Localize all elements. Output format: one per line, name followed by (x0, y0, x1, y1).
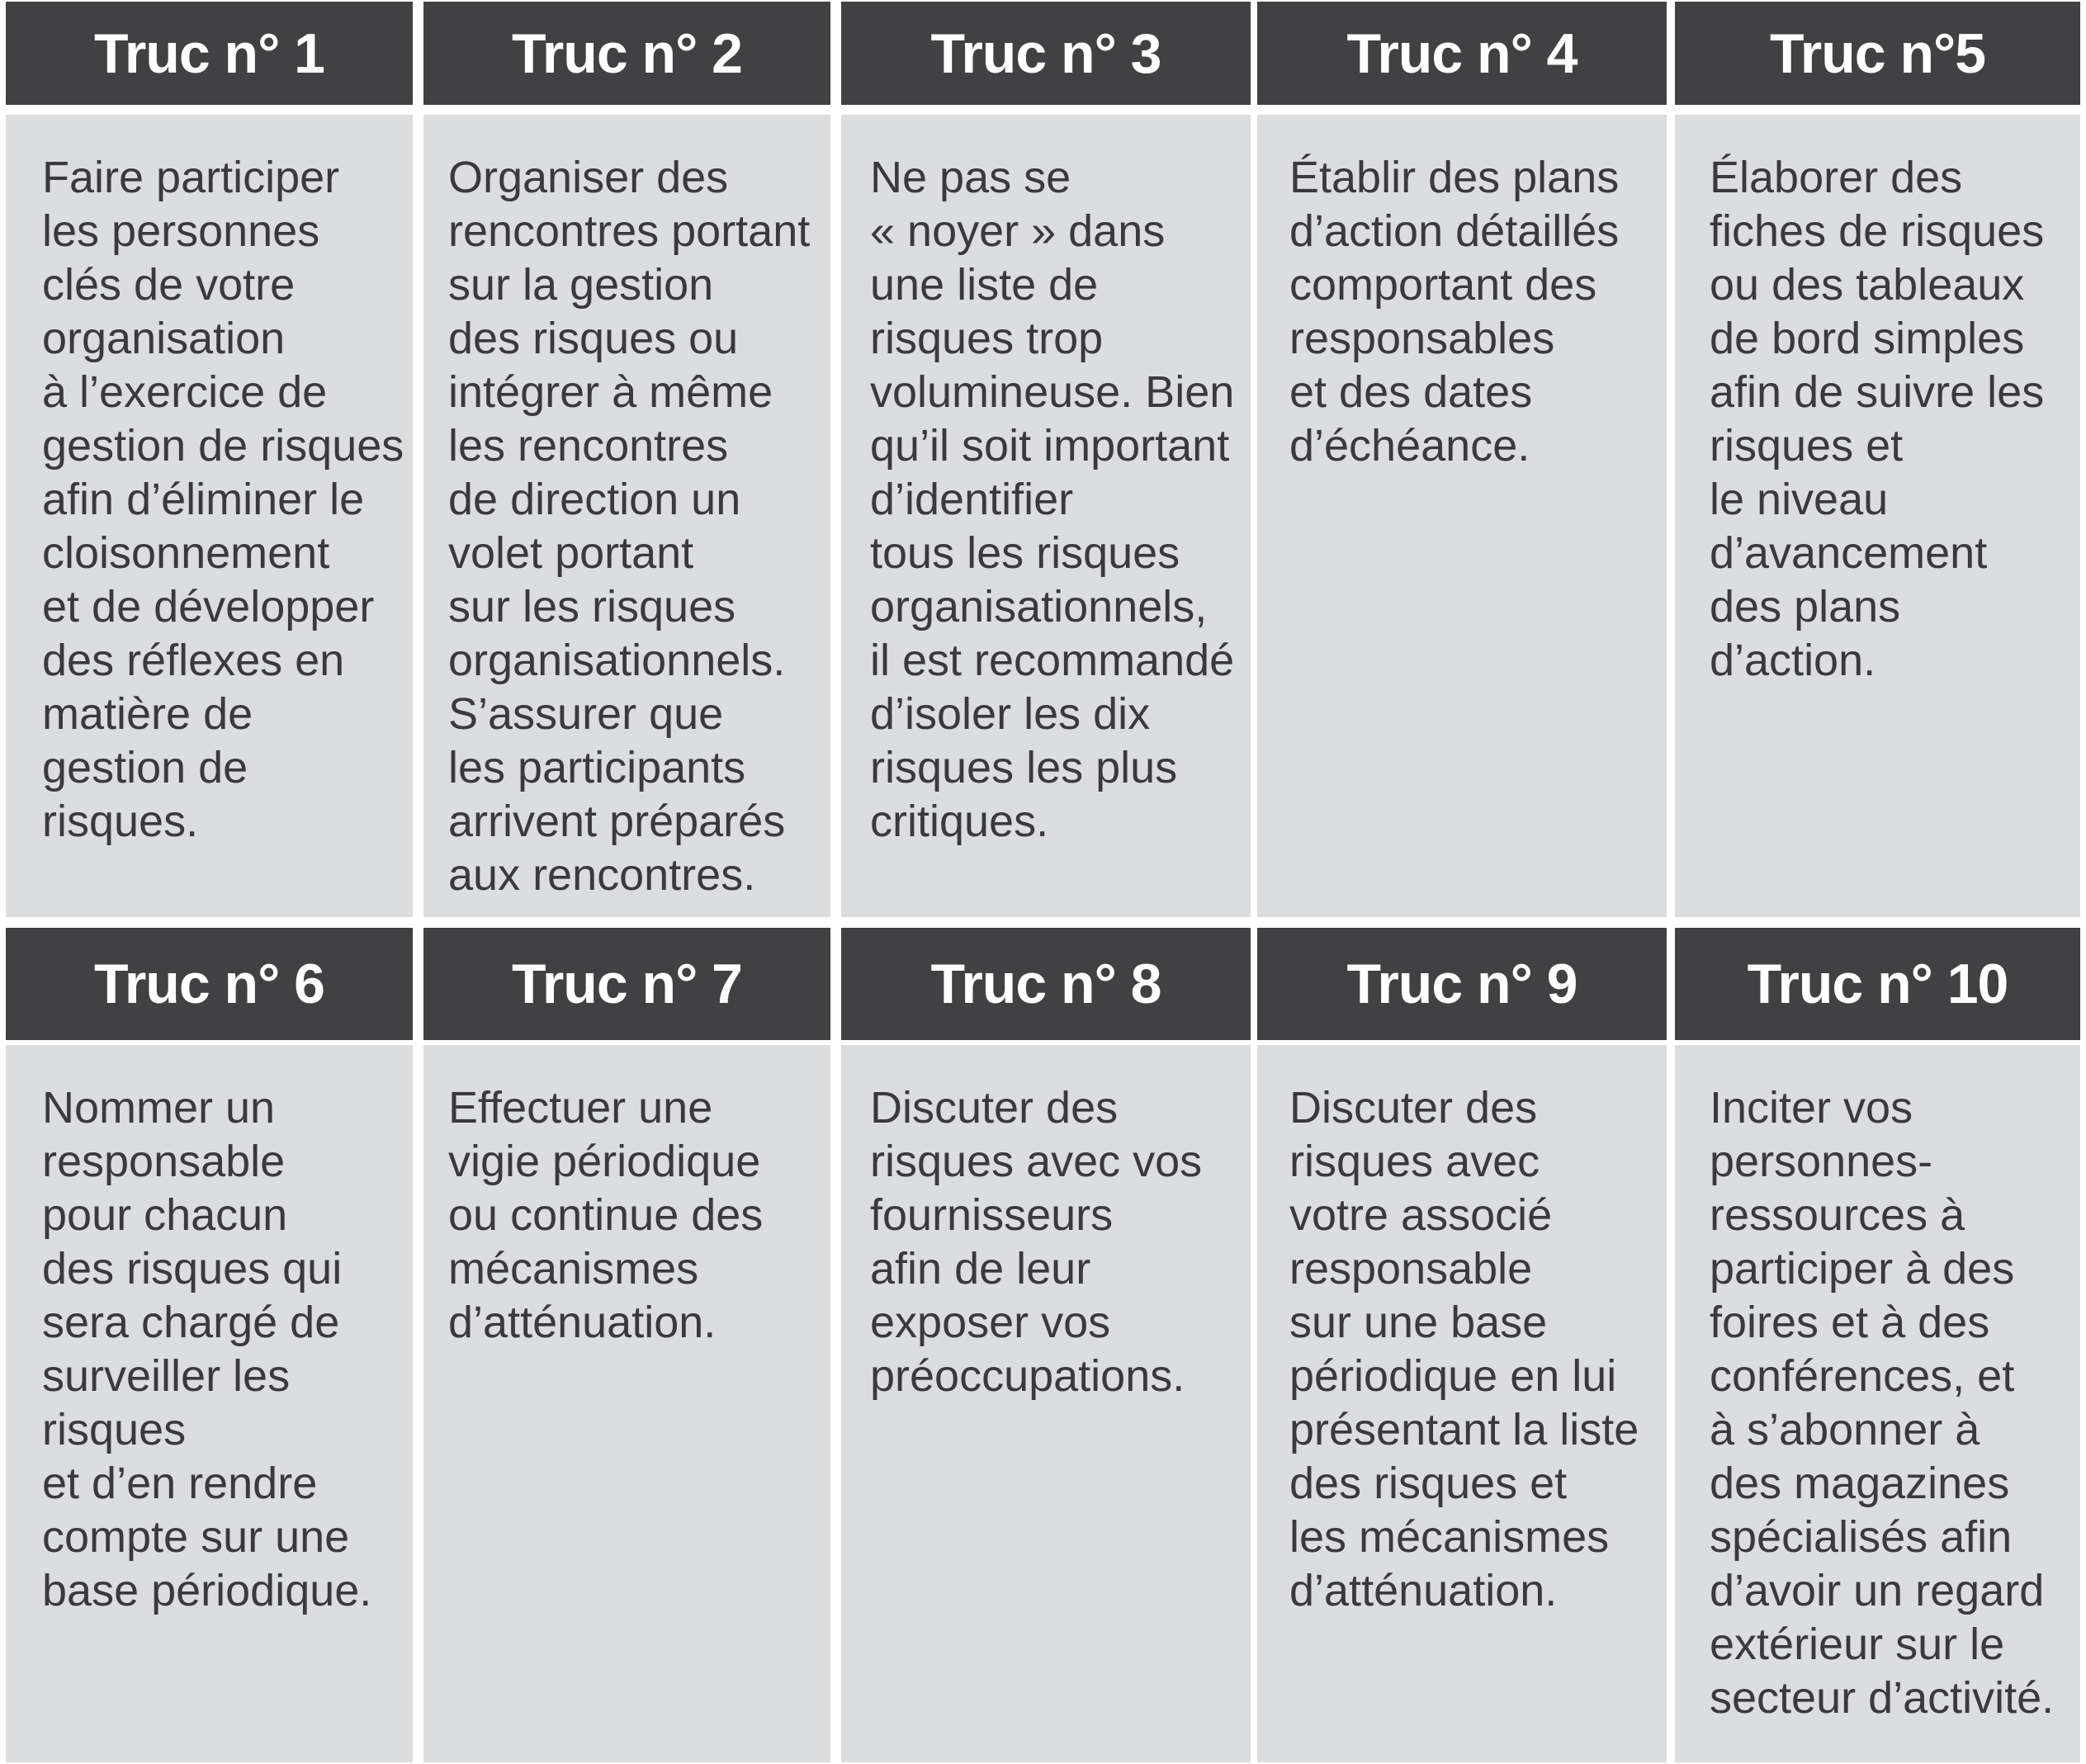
tip-3-text: Ne pas se « noyer » dans une liste de risques trop volumineuse. Bien qu’il soit important d’identifier tous les risques organisationnels, il est recommandé d’isoler les dix risques les plus critiques. (841, 115, 1251, 917)
tip-3-title: Truc n° 3 (841, 2, 1251, 105)
tip-4-title: Truc n° 4 (1257, 2, 1667, 105)
tip-1-title: Truc n° 1 (6, 2, 413, 105)
tip-7-text: Effectuer une vigie périodique ou continue des mécanismes d’atténuation. (423, 1045, 830, 1762)
tip-9-title: Truc n° 9 (1257, 928, 1667, 1040)
tip-2-text: Organiser des rencontres portant sur la gestion des risques ou intégrer à même les rencontres de direction un volet portant sur les risques organisationnels. S’assurer que les participants arrivent préparés aux rencontres. (423, 115, 830, 917)
tip-10-title: Truc n° 10 (1675, 928, 2080, 1040)
tip-6-title: Truc n° 6 (6, 928, 413, 1040)
tip-8-text: Discuter des risques avec vos fournisseurs afin de leur exposer vos préoccupations. (841, 1045, 1251, 1762)
tip-6-text: Nommer un responsable pour chacun des risques qui sera chargé de surveiller les risques et d’en rendre compte sur une base périodique. (6, 1045, 413, 1762)
tip-10-text: Inciter vos personnes- ressources à participer à des foires et à des conférences, et à s’abonner à des magazines spécialisés afin d’avoir un regard extérieur sur le secteur d’activité. (1675, 1045, 2080, 1762)
tip-4-text: Établir des plans d’action détaillés comportant des responsables et des dates d’échéance. (1257, 115, 1667, 917)
tip-1-text: Faire participer les personnes clés de votre organisation à l’exercice de gestion de risques afin d’éliminer le cloisonnement et de développer des réflexes en matière de gestion de risques. (6, 115, 413, 917)
tip-5-title: Truc n°5 (1675, 2, 2080, 105)
tip-7-title: Truc n° 7 (423, 928, 830, 1040)
tip-2-title: Truc n° 2 (423, 2, 830, 105)
tip-5-text: Élaborer des fiches de risques ou des tableaux de bord simples afin de suivre les risques et le niveau d’avancement des plans d’action. (1675, 115, 2080, 917)
tip-8-title: Truc n° 8 (841, 928, 1251, 1040)
tip-9-text: Discuter des risques avec votre associé responsable sur une base périodique en lui présentant la liste des risques et les mécanismes d’atténuation. (1257, 1045, 1667, 1762)
